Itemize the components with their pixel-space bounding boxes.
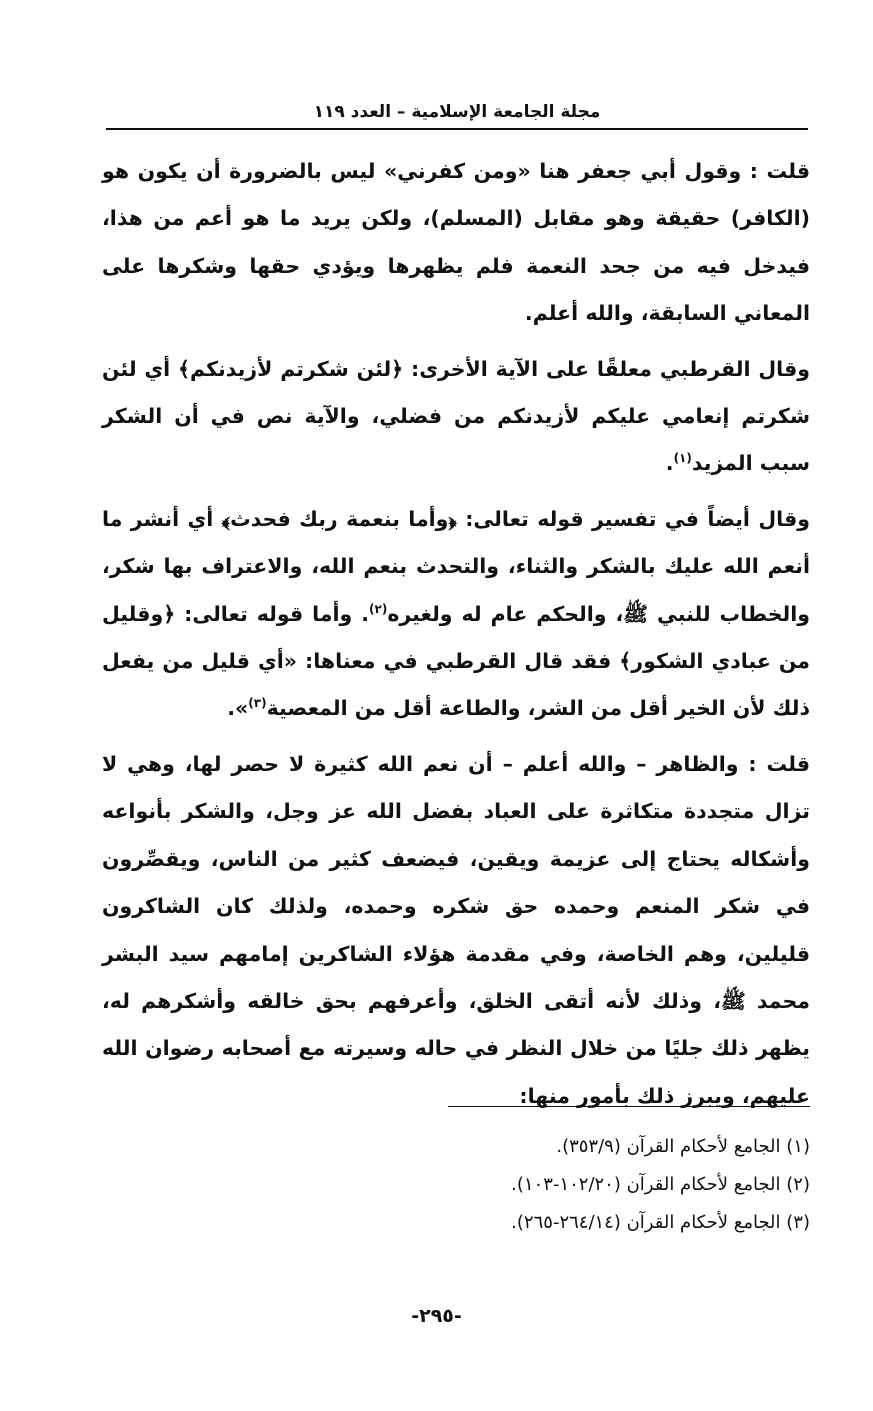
page-number: -٢٩٥- xyxy=(411,1305,462,1327)
paragraph-2 xyxy=(102,346,810,488)
footnote-divider xyxy=(448,1106,810,1107)
footnotes xyxy=(300,1128,810,1242)
paragraph-3-text-b: . وأما قوله تعالى: ﴿وقليل من عبادي الشكور﴾ فقد قال القرطبي في معناها: «أي قليل من يفعل ذلك لأن الخير أقل من الشر، والطاعة أقل من المعصية xyxy=(102,601,810,721)
footnote-ref-3: (٣) xyxy=(248,696,267,711)
paragraph-1: قلت : وقول أبي جعفر هنا «ومن كفرني» ليس بالضرورة أن يكون هو (الكافر) حقيقة وهو مقابل (المسلم)، ولكن يريد ما هو أعم من هذا، فيدخل فيه من جحد النعمة فلم يظهرها ويؤدي حقها وشكرها على المعاني السابقة، والله أعلم. xyxy=(102,159,810,326)
paragraph-2-end: . xyxy=(665,451,674,476)
header-divider xyxy=(106,128,808,130)
paragraph-3-text-a: وقال أيضاً في تفسير قوله تعالى: ﴿وأما بنعمة ربك فحدث﴾ أي أنشر ما أنعم الله عليك بالشكر والثناء، والتحدث بنعم الله، والاعتراف بها شكر، والخطاب للنبي ﷺ، والحكم عام له ولغيره xyxy=(102,506,810,626)
article-body xyxy=(102,148,810,1120)
paragraph-3-text-c: ». xyxy=(227,696,249,721)
running-header: مجلة الجامعة الإسلامية – العدد ١١٩ xyxy=(313,102,601,122)
footnote-ref-1: (١) xyxy=(673,451,692,466)
paragraph-3 xyxy=(102,496,810,733)
footnote-3: (٣) الجامع لأحكام القرآن (٢٦٤/١٤-٢٦٥). xyxy=(511,1212,810,1233)
paragraph-2-text: وقال القرطبي معلقًا على الآية الأخرى: ﴿لئن شكرتم لأزيدنكم﴾ أي لئن شكرتم إنعامي عليكم لأزيدنكم من فضلي، والآية نص في أن الشكر سبب المزيد xyxy=(102,356,810,476)
footnote-1: (١) الجامع لأحكام القرآن (٣٥٣/٩). xyxy=(556,1136,810,1157)
footnote-ref-2: (٢) xyxy=(369,601,388,616)
footnote-2: (٢) الجامع لأحكام القرآن (١٠٢/٢٠-١٠٣). xyxy=(511,1174,810,1195)
paragraph-4: قلت : والظاهر – والله أعلم – أن نعم الله كثيرة لا حصر لها، وهي لا تزال متجددة متكاثرة على العباد بفضل الله عز وجل، والشكر بأنواعه وأشكاله يحتاج إلى عزيمة ويقين، فيضعف كثير من الناس، ويقصِّرون في شكر المنعم وحمده حق شكره وحمده، ولذلك كان الشاكرون قليلين، وهم الخاصة، وفي مقدمة هؤلاء الشاكرين إمامهم سيد البشر محمد ﷺ، وذلك لأنه أتقى الخلق، وأعرفهم بحق خالقه وأشكرهم له، يظهر ذلك جليًا من خلال النظر في حاله وسيرته مع أصحابه رضوان الله عليهم، ويبرز ذلك بأمور منها: xyxy=(102,751,810,1108)
